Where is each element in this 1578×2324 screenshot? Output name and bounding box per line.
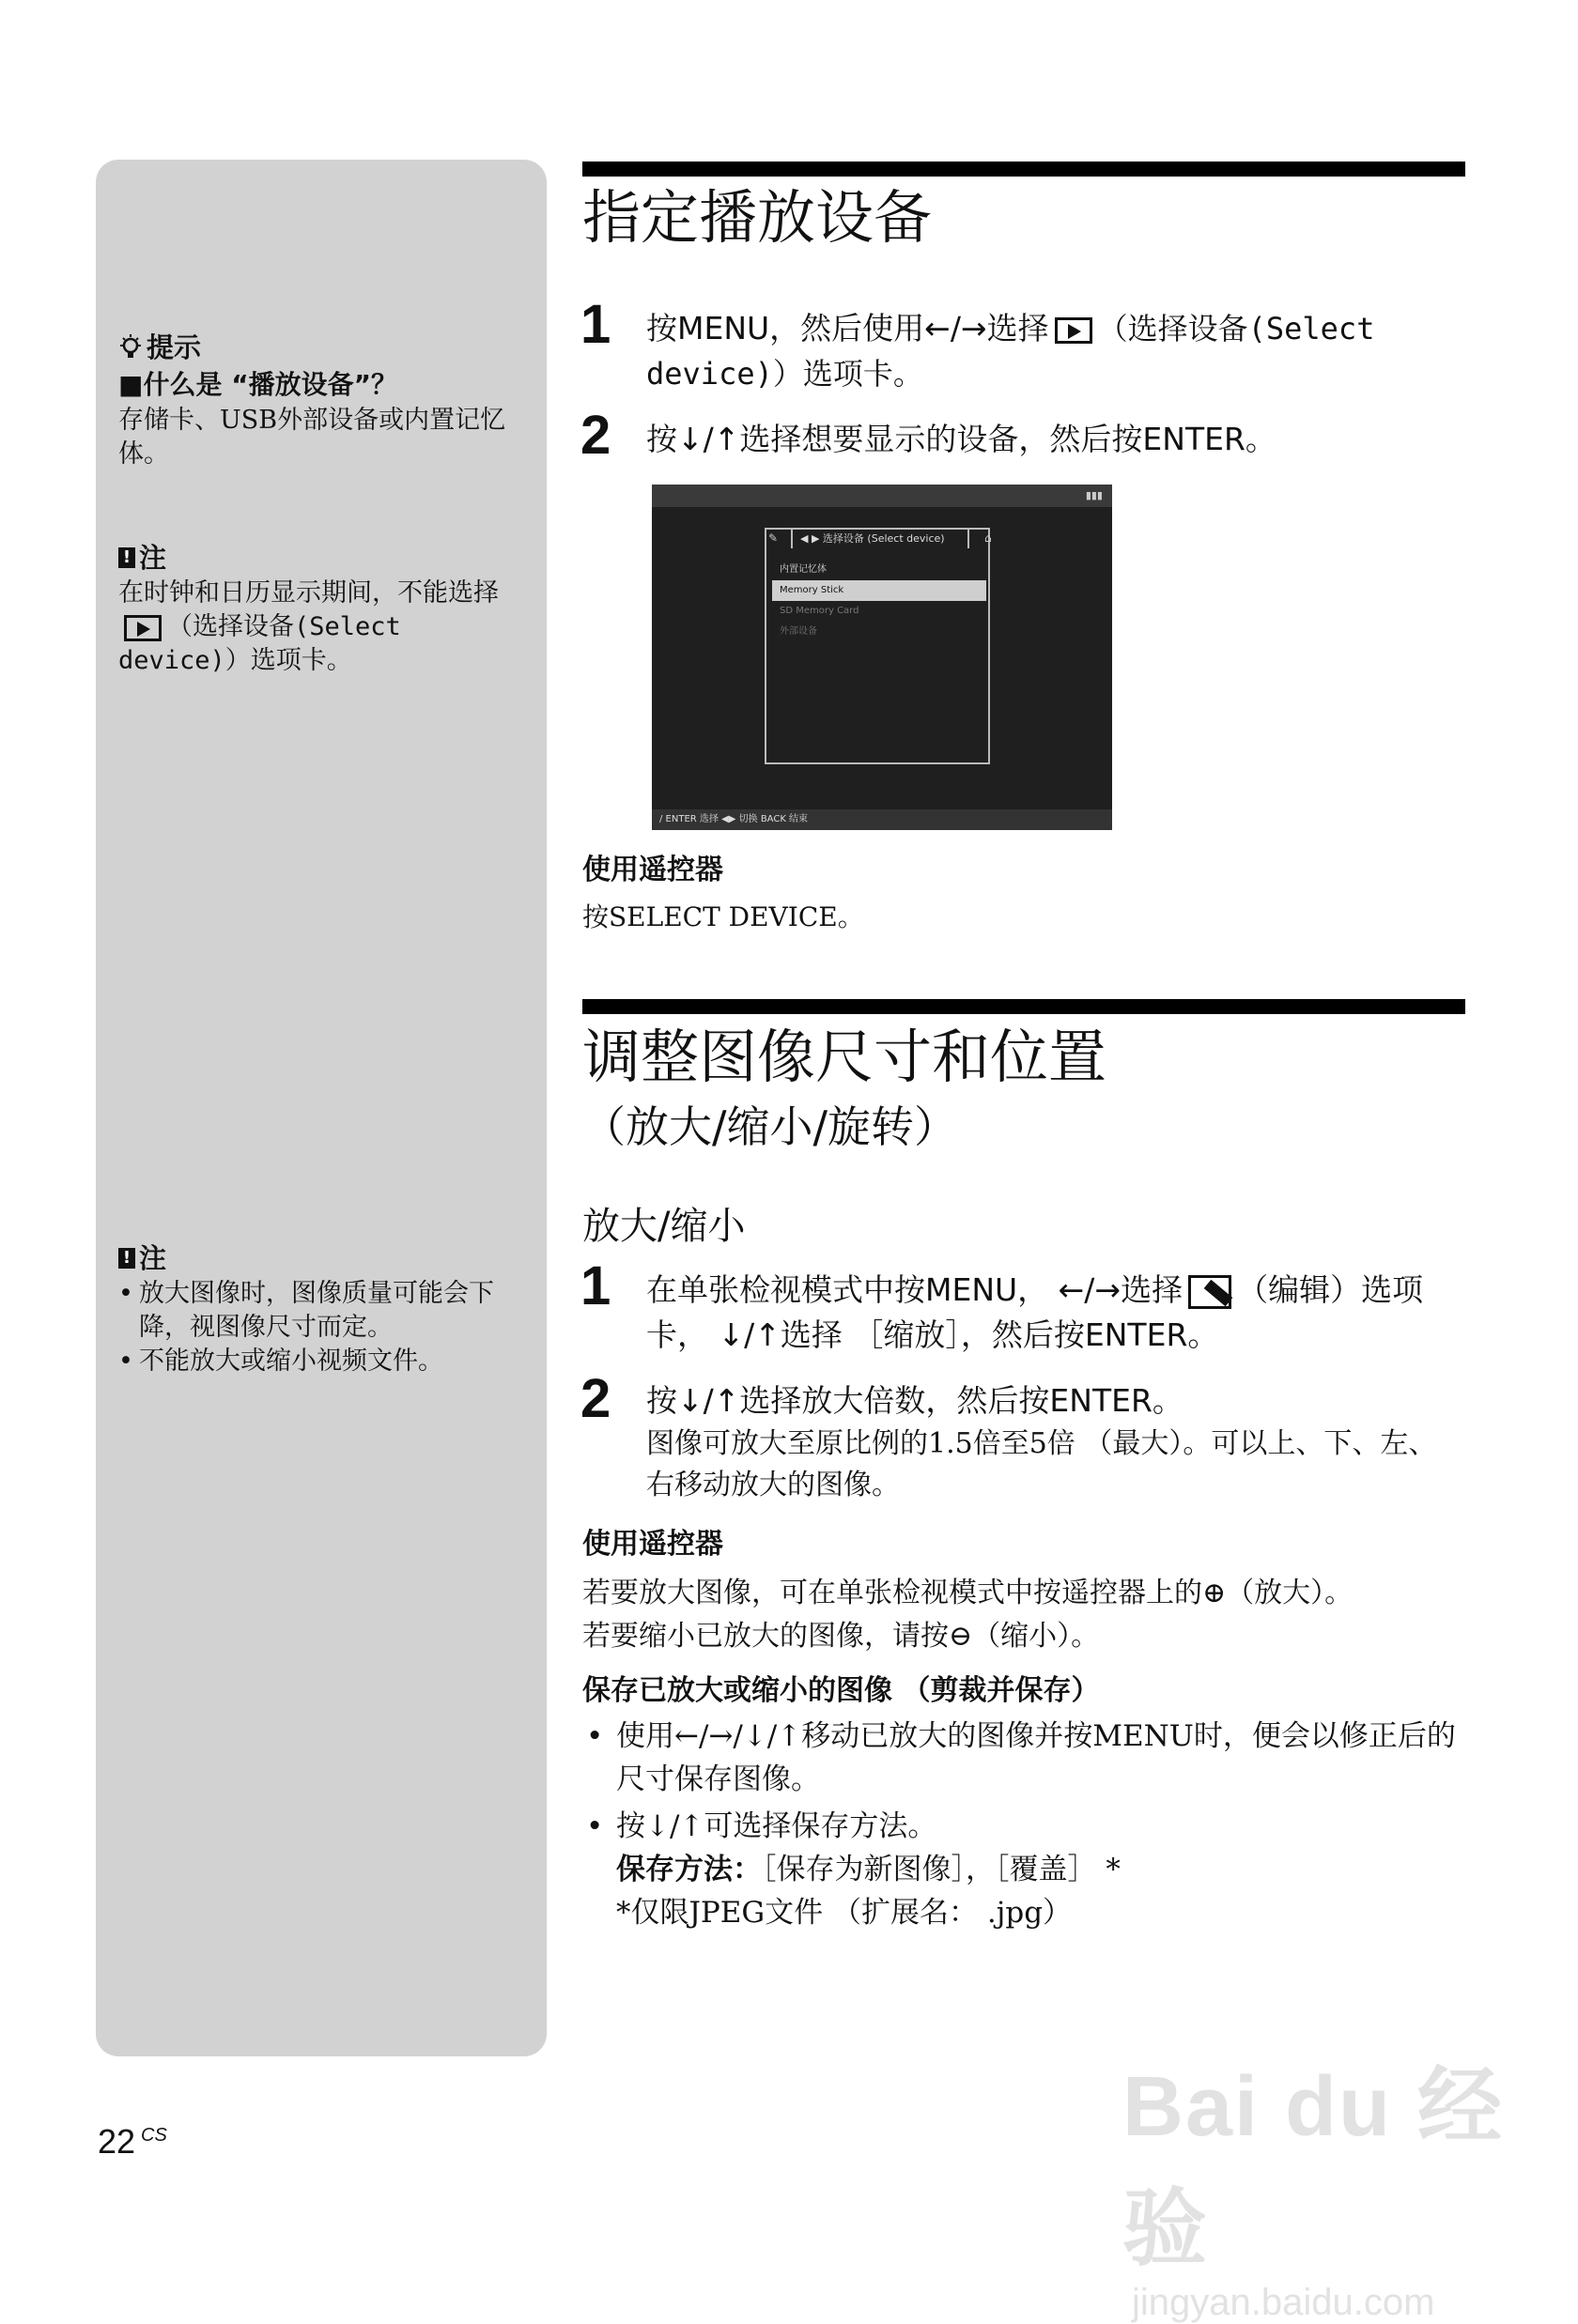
tip-label: 提示 bbox=[147, 331, 202, 363]
note-icon: ! bbox=[118, 1248, 135, 1269]
play-tab-icon bbox=[1055, 317, 1092, 344]
save-method-label: 保存方法： bbox=[616, 1853, 762, 1886]
remote-heading-1: 使用遥控器 bbox=[582, 854, 723, 886]
save-method-value: ［保存为新图像］，［覆盖］ * bbox=[762, 1853, 1121, 1886]
note-text-1-before: 在时钟和日历显示期间，不能选择 bbox=[118, 578, 499, 608]
screen-menu-item-selected: Memory Stick bbox=[772, 580, 986, 601]
note-heading-2 bbox=[118, 1239, 532, 1277]
save-method bbox=[616, 1848, 1465, 1891]
note-text-1 bbox=[118, 577, 532, 678]
note-heading-1 bbox=[118, 539, 532, 577]
section-1-step-2: 按↓/↑选择想要显示的设备，然后按ENTER。 bbox=[646, 421, 1276, 457]
section-1-step-1 bbox=[646, 306, 1463, 396]
screen-tabs bbox=[763, 528, 1016, 550]
section-1-title: 指定播放设备 bbox=[582, 183, 933, 252]
battery-icon: ▮▮▮ bbox=[1085, 489, 1103, 501]
remote-text-2 bbox=[582, 1572, 1465, 1658]
tip-question: ■什么是 “播放设备”？ bbox=[118, 369, 398, 400]
watermark-url: jingyan.baidu.com bbox=[1132, 2282, 1435, 2323]
step-detail: 图像可放大至原比例的1.5倍至5倍 （最大）。可以上、下、左、右移动放大的图像。 bbox=[646, 1427, 1437, 1501]
note-text-1-after: （选择设备(Select device)）选项卡。 bbox=[118, 612, 401, 675]
note-block-2 bbox=[118, 1239, 532, 1378]
remote-text-2-line-2: 若要缩小已放大的图像，请按⊖（缩小）。 bbox=[582, 1620, 1100, 1653]
screen-menu-item: SD Memory Card bbox=[780, 606, 859, 616]
page-number-value: 22 bbox=[98, 2122, 136, 2161]
note-2-item: • 不能放大或缩小视频文件。 bbox=[118, 1345, 532, 1378]
save-bullets bbox=[582, 1715, 1465, 1938]
device-screenshot bbox=[652, 485, 1112, 830]
watermark-logo: Bai du 经验 bbox=[1122, 2060, 1505, 2276]
baidu-watermark bbox=[1122, 2038, 1578, 2324]
edit-tab-icon: ✎ bbox=[768, 531, 779, 545]
page-suffix: CS bbox=[141, 2125, 167, 2146]
save-bullet: • 使用←/→/↓/↑移动已放大的图像并按MENU时，便会以修正后的尺寸保存图像。 bbox=[582, 1715, 1465, 1801]
screen-menu-item: 外部设备 bbox=[780, 626, 817, 637]
screen-selected-tab: ◀ ▶ 选择设备 (Select device) bbox=[791, 528, 969, 548]
settings-tab-icon: ⌂ bbox=[984, 531, 992, 545]
note-block-1 bbox=[118, 539, 532, 678]
section-2-subtitle: （放大/缩小/旋转） bbox=[582, 1101, 957, 1152]
save-footnote: *仅限JPEG文件 （扩展名： .jpg） bbox=[616, 1896, 1073, 1930]
screen-bottom-bar: / ENTER 选择 ◀▶ 切换 BACK 结束 bbox=[652, 809, 1112, 830]
step-text-before: 按MENU，然后使用←/→选择 bbox=[646, 310, 1049, 346]
screen-menu-item: 内置记忆体 bbox=[780, 564, 827, 575]
step-number: 2 bbox=[580, 405, 611, 466]
page-number bbox=[98, 2122, 167, 2162]
step-text: 按↓/↑选择放大倍数，然后按ENTER。 bbox=[646, 1382, 1184, 1419]
step-number: 2 bbox=[580, 1368, 611, 1429]
note-label-2: 注 bbox=[139, 1242, 167, 1274]
screen-top-bar bbox=[652, 485, 1112, 507]
section-2-title: 调整图像尺寸和位置 bbox=[582, 1023, 1107, 1091]
note-icon: ! bbox=[118, 547, 135, 568]
save-heading: 保存已放大或缩小的图像 （剪裁并保存） bbox=[582, 1674, 1100, 1707]
step-text-after: （编辑）选项卡， ↓/↑选择 ［缩放］，然后按ENTER。 bbox=[646, 1271, 1424, 1353]
tip-answer: 存储卡、USB外部设备或内置记忆体。 bbox=[118, 406, 506, 469]
zoom-heading: 放大/缩小 bbox=[582, 1205, 746, 1248]
tip-block bbox=[118, 329, 532, 471]
step-number: 1 bbox=[580, 294, 611, 355]
tip-heading bbox=[118, 329, 532, 366]
screen-menu-list bbox=[772, 560, 986, 642]
screen-tab-label: 选择设备 (Select device) bbox=[822, 532, 945, 545]
remote-text-1: 按SELECT DEVICE。 bbox=[582, 901, 864, 932]
play-tab-icon bbox=[124, 615, 162, 641]
lightbulb-icon bbox=[118, 333, 143, 362]
step-text-before: 在单张检视模式中按MENU， ←/→选择 bbox=[646, 1271, 1184, 1308]
save-bullet bbox=[582, 1805, 1465, 1934]
section-rule bbox=[582, 999, 1465, 1014]
remote-heading-2: 使用遥控器 bbox=[582, 1528, 723, 1561]
section-2-step-1 bbox=[646, 1268, 1463, 1358]
step-text-after: （选择设备(Select device)）选项卡。 bbox=[646, 311, 1375, 392]
save-bullet-text: • 按↓/↑可选择保存方法。 bbox=[616, 1809, 937, 1843]
step-number: 1 bbox=[580, 1255, 611, 1316]
section-2-step-2 bbox=[646, 1378, 1463, 1506]
edit-tab-icon bbox=[1188, 1275, 1231, 1309]
note-2-item: • 放大图像时，图像质量可能会下降，视图像尺寸而定。 bbox=[118, 1277, 532, 1345]
note-label-1: 注 bbox=[139, 542, 167, 574]
remote-text-2-line-1: 若要放大图像，可在单张检视模式中按遥控器上的⊕（放大）。 bbox=[582, 1577, 1354, 1609]
note-2-list bbox=[118, 1277, 532, 1378]
section-rule bbox=[582, 162, 1465, 177]
